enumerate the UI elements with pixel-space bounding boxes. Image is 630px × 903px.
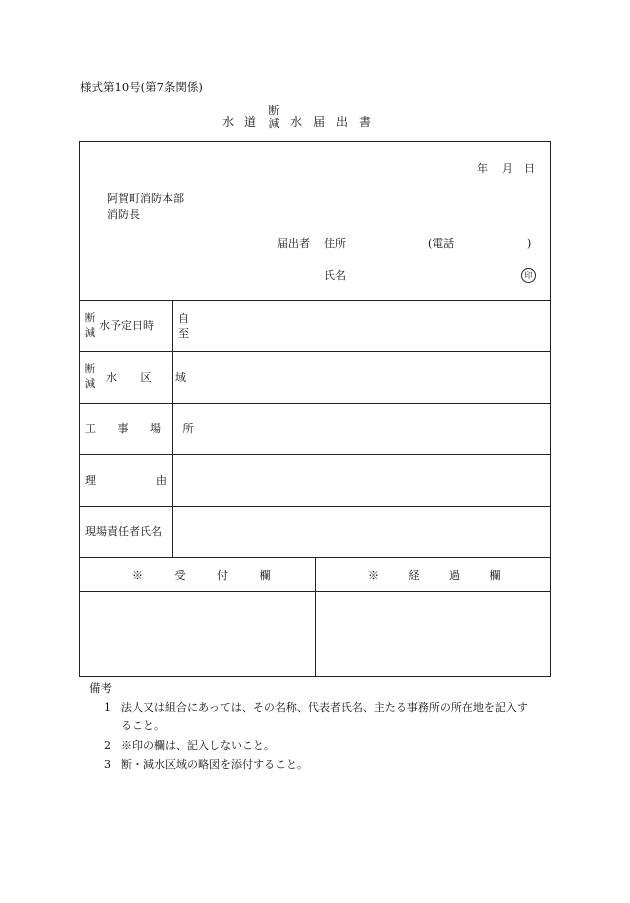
area-label: 水 区 域	[106, 371, 196, 384]
title-char: 水	[222, 115, 235, 129]
address-label: 住所	[324, 237, 346, 250]
schedule-stack	[84, 311, 96, 341]
row-divider	[79, 300, 551, 301]
row-divider	[79, 454, 551, 455]
note-number: 3	[104, 758, 111, 771]
note-text: ※印の欄は、記入しないこと。	[121, 739, 275, 752]
schedule-to: 至	[178, 327, 189, 340]
note-number: 1	[104, 701, 111, 714]
title-stack-top: 断	[268, 104, 280, 117]
area-stack-bottom: 減	[84, 378, 96, 390]
phone-close: )	[527, 237, 532, 250]
progress-header: ※ 経 過 欄	[368, 569, 514, 582]
seal-mark: 印	[521, 268, 536, 283]
recipient-line2: 消防長	[107, 208, 140, 221]
row-divider	[79, 506, 551, 507]
name-label: 氏名	[324, 269, 346, 282]
recipient-line1: 阿賀町消防本部	[107, 192, 184, 205]
schedule-label: 水予定日時	[99, 319, 154, 332]
row-divider	[79, 403, 551, 404]
schedule-stack-top: 断	[84, 312, 96, 324]
area-stack	[84, 362, 96, 392]
manager-label: 現場責任者氏名	[85, 525, 162, 538]
note-text: 法人又は組合にあっては、その名称、代表者氏名、主たる事務所の所在地を記入す	[121, 701, 528, 714]
row-divider	[79, 351, 551, 352]
note-text: 断・減水区域の略図を添付すること。	[121, 758, 308, 771]
date-day: 日	[524, 162, 535, 175]
schedule-from: 自	[178, 312, 189, 325]
title-char: 届	[313, 115, 326, 129]
applicant-label: 届出者	[277, 237, 310, 250]
reception-header: ※ 受 付 欄	[132, 569, 285, 582]
area-stack-top: 断	[84, 363, 96, 375]
title-stack	[267, 104, 281, 130]
phone-label: (電話	[428, 237, 455, 250]
date-month: 月	[502, 162, 513, 175]
title-char: 出	[336, 115, 349, 129]
reason-label-right: 由	[156, 474, 167, 487]
schedule-stack-bottom: 減	[84, 327, 96, 339]
office-column-divider	[315, 557, 316, 677]
title-char: 水	[290, 115, 303, 129]
notes-title: 備考	[89, 681, 112, 695]
title-char: 道	[244, 115, 257, 129]
date-year: 年	[477, 162, 488, 175]
title-stack-bottom: 減	[268, 117, 280, 130]
reason-label-left: 理	[85, 474, 96, 487]
title-char: 書	[359, 115, 372, 129]
form-number: 様式第10号(第7条関係)	[80, 80, 203, 94]
site-label: 工 事 場 所	[85, 422, 203, 435]
note-number: 2	[104, 739, 111, 752]
note-text-continued: ること。	[121, 719, 165, 732]
